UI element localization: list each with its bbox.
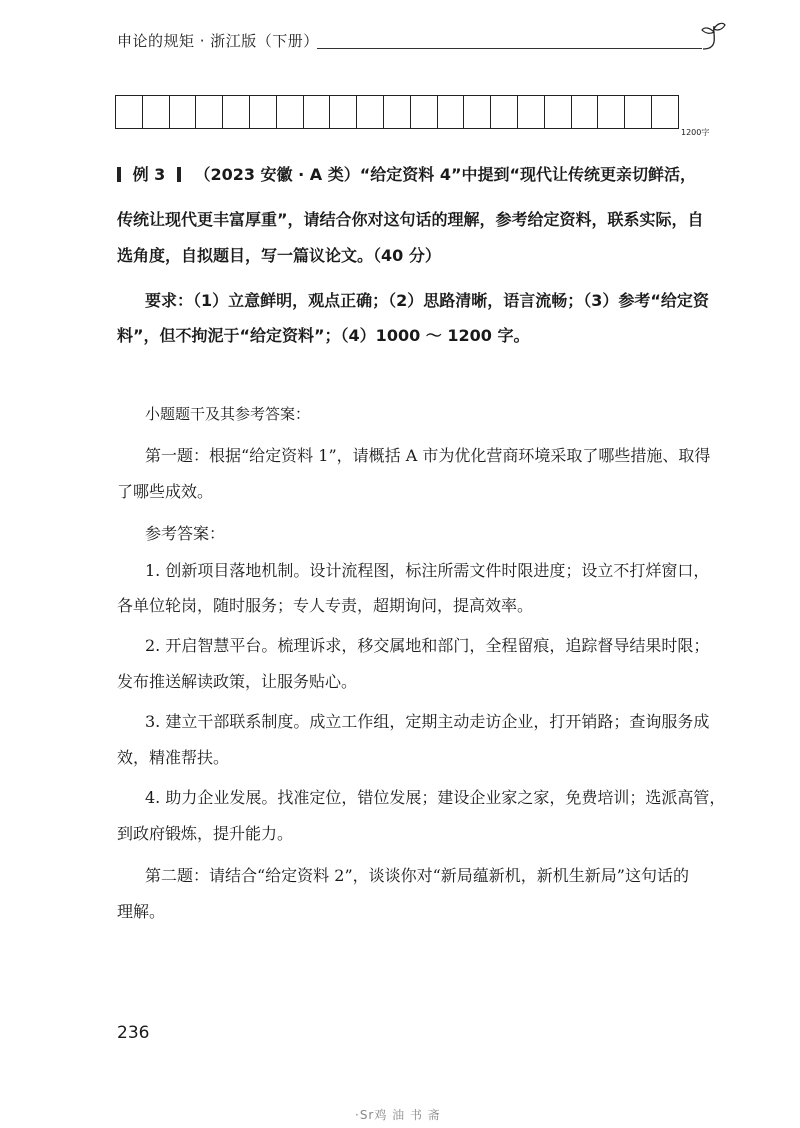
example-line-1: （2023 安徽 · A 类）“给定资料 4”中提到“现代让传统更亲切鲜活， xyxy=(194,165,696,184)
answer-grid xyxy=(115,95,679,129)
answer-line: 到政府锻炼，提升能力。 xyxy=(117,824,294,843)
grid-cell xyxy=(143,96,170,128)
grid-cell xyxy=(277,96,304,128)
grid-cell xyxy=(411,96,438,128)
question-1-line: 第一题：根据“给定资料 1”，请概括 A 市为优化营商环境采取了哪些措施、取得 xyxy=(145,446,711,465)
grid-cell xyxy=(223,96,250,128)
example-line-2: 传统让现代更丰富厚重”，请结合你对这句话的理解，参考给定资料，联系实际，自 xyxy=(117,210,704,229)
question-2-cont xyxy=(117,893,717,931)
example-line-3: 选角度，自拟题目，写一篇议论文。（40 分） xyxy=(117,246,441,265)
grid-cell xyxy=(330,96,357,128)
answer-item-2 xyxy=(145,627,745,665)
page-number: 236 xyxy=(117,1023,150,1043)
requirement-line-1: 要求：（1）立意鲜明，观点正确；（2）思路清晰，语言流畅；（3）参考“给定资 xyxy=(145,291,709,310)
header-rule xyxy=(317,48,702,49)
question-2-line: 第二题：请结合“给定资料 2”，谈谈你对“新局蕴新机，新机生新局”这句话的 xyxy=(145,866,689,885)
grid-cell xyxy=(116,96,143,128)
answer-line: 效，精准帮扶。 xyxy=(117,748,230,767)
example-header-line xyxy=(117,162,696,185)
grid-cell xyxy=(464,96,491,128)
book-title: 申论的规矩 · 浙江版（下册） xyxy=(117,32,319,50)
answers-heading: 小题题干及其参考答案： xyxy=(145,405,311,423)
grid-cell xyxy=(357,96,384,128)
grid-cell xyxy=(250,96,277,128)
grid-cell xyxy=(170,96,197,128)
grid-cell xyxy=(491,96,518,128)
question-2 xyxy=(145,857,745,895)
grid-cell xyxy=(438,96,465,128)
page-header xyxy=(117,18,717,58)
tag-bracket-right xyxy=(177,167,181,182)
answer-item-4-cont xyxy=(117,815,717,853)
tag-bracket-left xyxy=(117,167,121,182)
reference-label: 参考答案： xyxy=(145,524,226,543)
grid-cell xyxy=(572,96,599,128)
answer-item-4 xyxy=(145,779,745,817)
sprout-icon xyxy=(697,18,727,58)
grid-cell xyxy=(384,96,411,128)
answer-line: 3. 建立干部联系制度。成立工作组，定期主动走访企业，打开销路；查询服务成 xyxy=(145,712,710,731)
answer-line: 2. 开启智慧平台。梳理诉求，移交属地和部门，全程留痕，追踪督导结果时限； xyxy=(145,636,710,655)
grid-cell xyxy=(625,96,652,128)
example-tag: 例 3 xyxy=(132,165,166,184)
grid-cell xyxy=(652,96,679,128)
grid-cell xyxy=(545,96,572,128)
grid-cell xyxy=(196,96,223,128)
requirement-line-2: 料”，但不拘泥于“给定资料”；（4）1000 ～ 1200 字。 xyxy=(117,326,530,345)
answer-line: 1. 创新项目落地机制。设计流程图，标注所需文件时限进度；设立不打烊窗口， xyxy=(145,561,710,580)
question-1-line: 了哪些成效。 xyxy=(117,482,214,501)
question-2-line: 理解。 xyxy=(117,902,166,921)
answer-item-3 xyxy=(145,703,745,741)
answer-item-1-cont xyxy=(117,587,717,625)
grid-cell xyxy=(518,96,545,128)
footer-watermark: ·Sr鸡 油 书 斋 xyxy=(355,1108,441,1122)
question-1 xyxy=(145,437,745,475)
answer-line: 发布推送解读政策，让服务贴心。 xyxy=(117,672,358,691)
grid-cell xyxy=(304,96,331,128)
word-count-label: 1200字 xyxy=(681,128,710,137)
answer-line: 各单位轮岗，随时服务；专人专责，超期询问，提高效率。 xyxy=(117,596,534,615)
answer-item-1 xyxy=(145,552,745,590)
grid-cell xyxy=(598,96,625,128)
answer-item-2-cont xyxy=(117,663,717,701)
answer-line: 4. 助力企业发展。找准定位，错位发展；建设企业家之家，免费培训；选派高管， xyxy=(145,788,726,807)
answer-item-3-cont xyxy=(117,739,717,777)
question-1-cont xyxy=(117,473,717,511)
